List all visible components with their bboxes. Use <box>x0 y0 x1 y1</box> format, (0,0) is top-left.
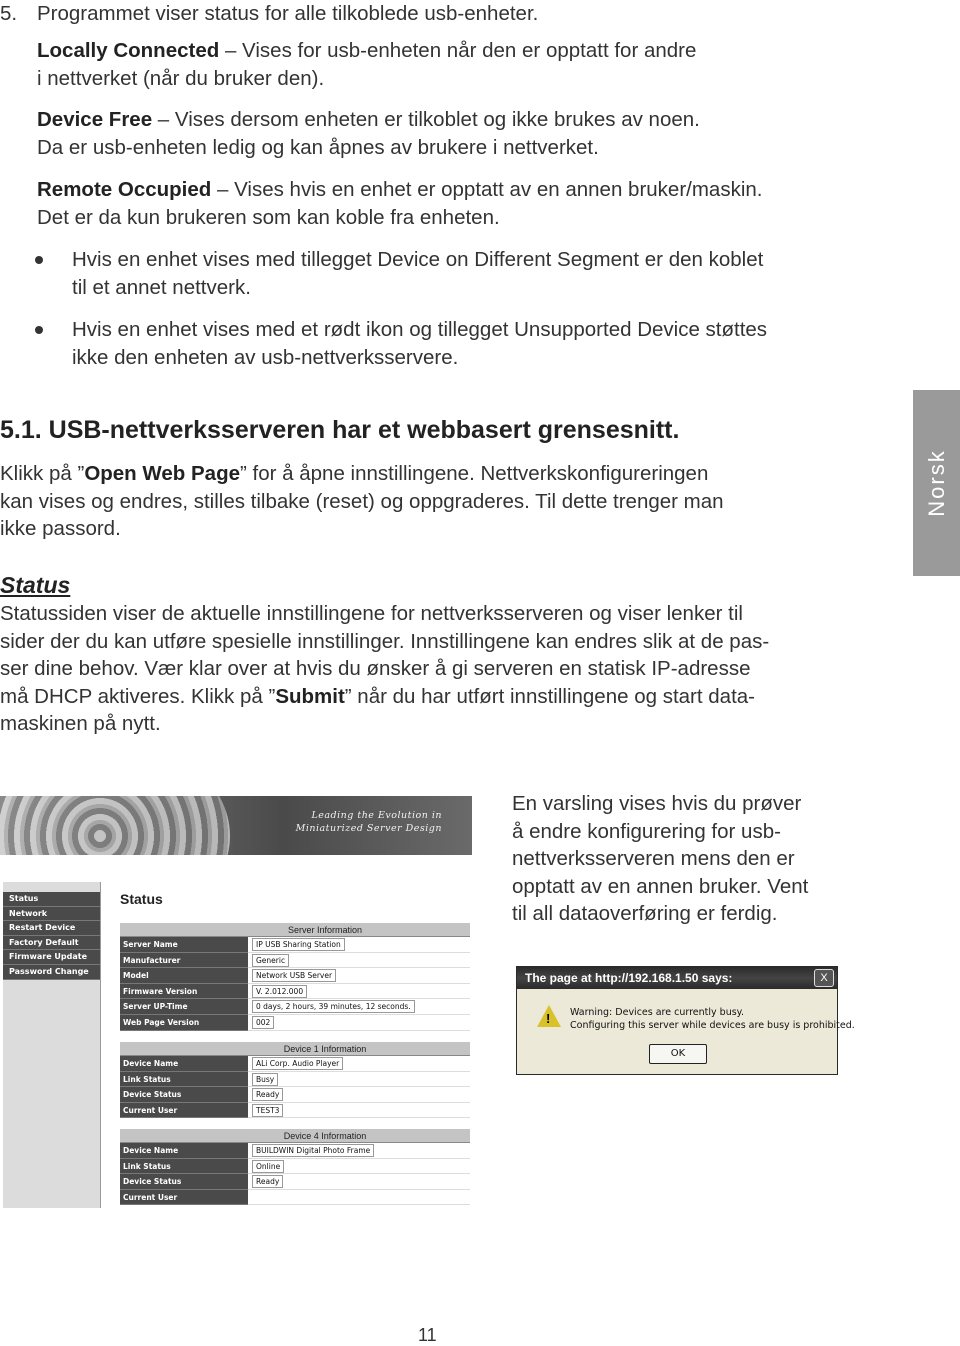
state-desc-cont: i nettverket (når du bruker den). <box>37 66 325 90</box>
value-box: Ready <box>252 1175 283 1188</box>
value-box: BUILDWIN Digital Photo Frame <box>252 1144 374 1157</box>
table-row <box>120 1056 470 1072</box>
row-label: Device Status <box>120 1087 248 1103</box>
row-label: Model <box>120 968 248 984</box>
text: opptatt av en annen bruker. Vent <box>512 874 809 898</box>
table-row <box>120 1174 470 1190</box>
row-value <box>248 1087 470 1103</box>
text: nettverksserveren mens den er <box>512 847 795 870</box>
row-label: Current User <box>120 1190 248 1206</box>
value-box: Busy <box>252 1073 278 1086</box>
close-icon[interactable]: X <box>814 969 834 987</box>
row-value <box>248 1143 470 1159</box>
status-paragraph <box>0 600 769 738</box>
bold-term: Open Web Page <box>84 462 240 485</box>
table-row <box>120 1015 470 1031</box>
bullet-line: til et annet nettverk. <box>72 275 251 299</box>
state-desc-cont: Det er da kun brukeren som kan koble fra enheten. <box>37 205 500 229</box>
row-value <box>248 984 470 1000</box>
lens-graphic <box>0 796 230 855</box>
text: maskinen på nytt. <box>0 712 161 735</box>
state-desc: – Vises for usb-enheten når den er opptatt for andre <box>219 39 697 62</box>
table-row <box>120 937 470 953</box>
table-row <box>120 1143 470 1159</box>
language-tab <box>913 390 960 576</box>
table-row <box>120 984 470 1000</box>
row-value <box>248 1072 470 1088</box>
state-desc: – Vises hvis en enhet er opptatt av en annen bruker/maskin. <box>211 178 763 201</box>
row-value <box>248 953 470 969</box>
menu-item-firmware-update[interactable]: Firmware Update <box>3 950 100 965</box>
row-label: Current User <box>120 1103 248 1119</box>
section-heading: 5.1. USB-nettverksserveren har et webbasert grensesnitt. <box>0 416 680 444</box>
menu-item-password-change[interactable]: Password Change <box>3 965 100 980</box>
text: ” for å åpne innstillingene. Nettverkskonfigureringen <box>240 462 709 485</box>
table-row <box>120 1087 470 1103</box>
menu-item-status[interactable]: Status <box>3 892 100 907</box>
page-number: 11 <box>418 1325 437 1345</box>
dialog-title: The page at http://192.168.1.50 says: <box>517 967 837 989</box>
header-banner <box>0 796 472 855</box>
value-box: IP USB Sharing Station <box>252 938 345 951</box>
list-number: 5. <box>0 2 18 25</box>
message-line: Configuring this server while devices are busy is prohibited. <box>570 1020 855 1031</box>
text: sider der du kan utføre spesielle innstillinger. Innstillingene kan endres slik at de pas- <box>0 629 770 653</box>
value-box: ALi Corp. Audio Player <box>252 1057 343 1070</box>
row-label: Server UP-Time <box>120 999 248 1015</box>
status-heading: Status <box>0 572 71 598</box>
bold-term: Submit <box>275 684 345 708</box>
value-box: TEST3 <box>252 1104 283 1117</box>
table-row <box>120 953 470 969</box>
text: ikke passord. <box>0 517 121 540</box>
device-1-panel <box>120 1042 470 1118</box>
state-term: Locally Connected <box>37 39 220 62</box>
row-value <box>248 937 470 953</box>
intro-text: Programmet viser status for alle tilkoblede usb-enheter. <box>37 2 539 25</box>
state-term: Remote Occupied <box>37 178 212 201</box>
menu-item-restart-device[interactable]: Restart Device <box>3 921 100 936</box>
text: ” når du har utført innstillingene og start data- <box>344 684 755 708</box>
panel-header: Device 1 Information <box>120 1042 470 1056</box>
device-4-panel <box>120 1129 470 1205</box>
table-row <box>120 1072 470 1088</box>
row-label: Web Page Version <box>120 1015 248 1031</box>
menu-item-factory-default[interactable]: Factory Default <box>3 936 100 951</box>
value-box: Generic <box>252 954 289 967</box>
tagline <box>296 809 442 835</box>
row-label: Device Status <box>120 1174 248 1190</box>
alert-dialog <box>516 966 855 1075</box>
row-label: Device Name <box>120 1143 248 1159</box>
state-device-free <box>37 106 700 161</box>
state-desc: – Vises dersom enheten er tilkoblet og ikke brukes av noen. <box>152 108 700 131</box>
dialog-message <box>570 1006 855 1032</box>
table-row <box>120 999 470 1015</box>
value-box: Online <box>252 1160 284 1173</box>
server-info-panel <box>120 923 470 1031</box>
row-value <box>248 1174 470 1190</box>
value-box: Network USB Server <box>252 969 336 982</box>
text: En varsling vises hvis du prøver <box>512 792 802 815</box>
row-label: Link Status <box>120 1159 248 1175</box>
text: Klikk på ” <box>0 462 85 485</box>
row-value <box>248 1190 470 1206</box>
text: Statussiden viser de aktuelle innstillingene for nettverksserveren og viser lenker til <box>0 602 743 625</box>
exclamation-icon: ! <box>546 1011 551 1026</box>
language-tab-label: Norsk <box>923 449 949 517</box>
bullet-line: Hvis en enhet vises med tillegget Device on Different Segment er den koblet <box>72 248 764 271</box>
state-desc-cont: Da er usb-enheten ledig og kan åpnes av brukere i nettverket. <box>37 135 599 159</box>
bullet-dot <box>35 256 43 264</box>
row-label: Link Status <box>120 1072 248 1088</box>
ok-button[interactable]: OK <box>649 1044 707 1064</box>
text: å endre konfigurering for usb- <box>512 819 781 843</box>
bullet-line: Hvis en enhet vises med et rødt ikon og tillegget Unsupported Device støttes <box>72 318 768 341</box>
menu-item-network[interactable]: Network <box>3 907 100 922</box>
table-row <box>120 1103 470 1119</box>
text: kan vises og endres, stilles tilbake (reset) og oppgraderes. Til dette trenger man <box>0 489 724 513</box>
row-value <box>248 999 470 1015</box>
row-label: Device Name <box>120 1056 248 1072</box>
page-title: Status <box>120 891 163 907</box>
text: til all dataoverføring er ferdig. <box>512 902 778 925</box>
sidebar-menu <box>3 882 101 1208</box>
bullet-line: ikke den enheten av usb-nettverksservere. <box>72 345 459 369</box>
row-value <box>248 968 470 984</box>
table-row <box>120 1190 470 1206</box>
value-box: V. 2.012.000 <box>252 985 307 998</box>
state-term: Device Free <box>37 108 153 131</box>
bullet-dot <box>35 326 43 334</box>
tagline-line: Leading the Evolution in <box>311 810 442 821</box>
state-remote-occupied <box>37 176 762 231</box>
row-value <box>248 1056 470 1072</box>
value-box: 0 days, 2 hours, 39 minutes, 12 seconds. <box>252 1000 415 1013</box>
section-paragraph <box>0 460 724 543</box>
value-box: 002 <box>252 1016 274 1029</box>
warning-note <box>512 790 808 928</box>
row-value <box>248 1103 470 1119</box>
row-value <box>248 1159 470 1175</box>
table-row <box>120 1159 470 1175</box>
state-locally-connected <box>37 37 696 92</box>
row-value <box>248 1015 470 1031</box>
list-item-5 <box>0 0 539 28</box>
text: ser dine behov. Vær klar over at hvis du ønsker å gi serveren en statisk IP-adresse <box>0 657 751 680</box>
row-label: Firmware Version <box>120 984 248 1000</box>
panel-header: Server Information <box>120 923 470 937</box>
text: må DHCP aktiveres. Klikk på ” <box>0 684 276 708</box>
web-ui-screenshot <box>0 796 472 1209</box>
row-label: Server Name <box>120 937 248 953</box>
panel-header: Device 4 Information <box>120 1129 470 1143</box>
row-label: Manufacturer <box>120 953 248 969</box>
tagline-line: Miniaturized Server Design <box>295 823 442 834</box>
message-line: Warning: Devices are currently busy. <box>570 1007 744 1018</box>
table-row <box>120 968 470 984</box>
value-box: Ready <box>252 1088 283 1101</box>
bullet-item <box>72 246 763 301</box>
bullet-item <box>72 316 767 371</box>
